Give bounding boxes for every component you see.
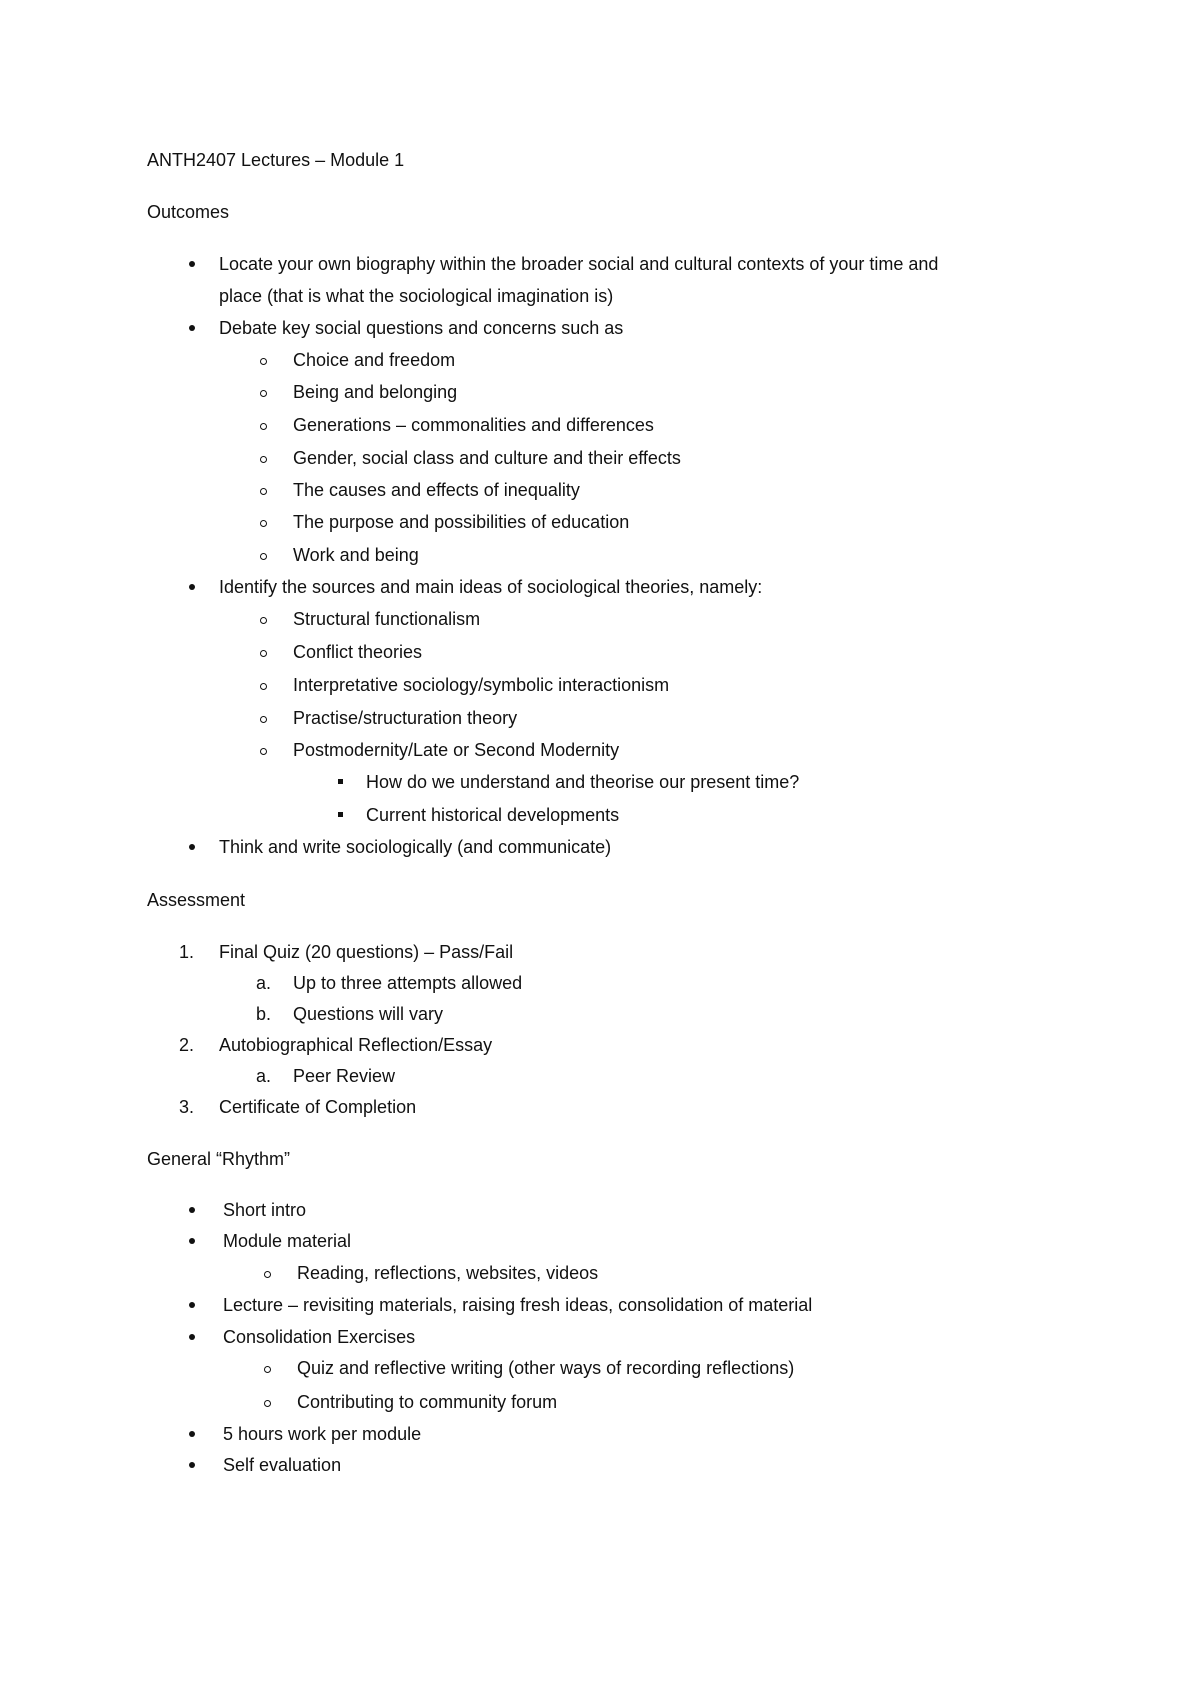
document-title: ANTH2407 Lectures – Module 1 [147, 150, 405, 170]
list-item: Locate your own biography within the broader social and cultural contexts of your time and [219, 254, 939, 274]
list-item: Reading, reflections, websites, videos [297, 1263, 599, 1283]
list-item: Consolidation Exercises [223, 1327, 416, 1347]
list-item: Being and belonging [293, 382, 458, 402]
bullet-icon [189, 1207, 195, 1213]
list-item: Practise/structuration theory [293, 708, 518, 728]
bullet-icon [189, 1431, 195, 1437]
list-item: Contributing to community forum [297, 1392, 558, 1412]
list-item: Generations – commonalities and differences [293, 415, 654, 435]
list-item: Gender, social class and culture and their effects [293, 448, 681, 468]
list-item: place (that is what the sociological imagination is) [219, 286, 614, 306]
circle-bullet-icon [264, 1271, 271, 1278]
bullet-icon [189, 325, 195, 331]
list-item: Final Quiz (20 questions) – Pass/Fail [219, 942, 514, 962]
bullet-icon [189, 1462, 195, 1468]
list-item: Peer Review [293, 1066, 396, 1086]
list-number: 1. [179, 942, 195, 962]
bullet-icon [189, 1334, 195, 1340]
list-item: Self evaluation [223, 1455, 342, 1475]
list-item: Lecture – revisiting materials, raising fresh ideas, consolidation of material [223, 1295, 813, 1315]
circle-bullet-icon [260, 748, 267, 755]
list-item: Quiz and reflective writing (other ways of recording reflections) [297, 1358, 795, 1378]
list-item: The causes and effects of inequality [293, 480, 580, 500]
circle-bullet-icon [260, 520, 267, 527]
bullet-icon [189, 1302, 195, 1308]
square-bullet-icon [338, 812, 343, 817]
list-item: Questions will vary [293, 1004, 444, 1024]
list-item: Short intro [223, 1200, 307, 1220]
list-number: 3. [179, 1097, 195, 1117]
circle-bullet-icon [260, 650, 267, 657]
list-item: Module material [223, 1231, 352, 1251]
circle-bullet-icon [260, 683, 267, 690]
list-item: Conflict theories [293, 642, 423, 662]
circle-bullet-icon [264, 1366, 271, 1373]
circle-bullet-icon [260, 456, 267, 463]
outcomes-heading: Outcomes [147, 202, 230, 222]
bullet-icon [189, 261, 195, 267]
list-item: Choice and freedom [293, 350, 456, 370]
list-letter: a. [256, 1066, 272, 1086]
list-item: The purpose and possibilities of education [293, 512, 630, 532]
circle-bullet-icon [260, 553, 267, 560]
list-item: Think and write sociologically (and communicate) [219, 837, 612, 857]
list-item: 5 hours work per module [223, 1424, 422, 1444]
list-item: Up to three attempts allowed [293, 973, 523, 993]
list-letter: b. [256, 1004, 272, 1024]
circle-bullet-icon [260, 617, 267, 624]
circle-bullet-icon [260, 423, 267, 430]
circle-bullet-icon [260, 716, 267, 723]
bullet-icon [189, 844, 195, 850]
list-number: 2. [179, 1035, 195, 1055]
list-item: Debate key social questions and concerns such as [219, 318, 624, 338]
assessment-heading: Assessment [147, 890, 246, 910]
bullet-icon [189, 1238, 195, 1244]
rhythm-heading: General “Rhythm” [147, 1149, 291, 1169]
square-bullet-icon [338, 779, 343, 784]
circle-bullet-icon [260, 358, 267, 365]
list-item: Work and being [293, 545, 419, 565]
list-letter: a. [256, 973, 272, 993]
list-item: Autobiographical Reflection/Essay [219, 1035, 493, 1055]
list-item: Current historical developments [366, 805, 620, 825]
list-item: Certificate of Completion [219, 1097, 417, 1117]
bullet-icon [189, 584, 195, 590]
circle-bullet-icon [264, 1400, 271, 1407]
list-item: Interpretative sociology/symbolic interactionism [293, 675, 670, 695]
list-item: Identify the sources and main ideas of sociological theories, namely: [219, 577, 763, 597]
list-item: Postmodernity/Late or Second Modernity [293, 740, 620, 760]
list-item: How do we understand and theorise our present time? [366, 772, 800, 792]
circle-bullet-icon [260, 390, 267, 397]
list-item: Structural functionalism [293, 609, 481, 629]
circle-bullet-icon [260, 488, 267, 495]
